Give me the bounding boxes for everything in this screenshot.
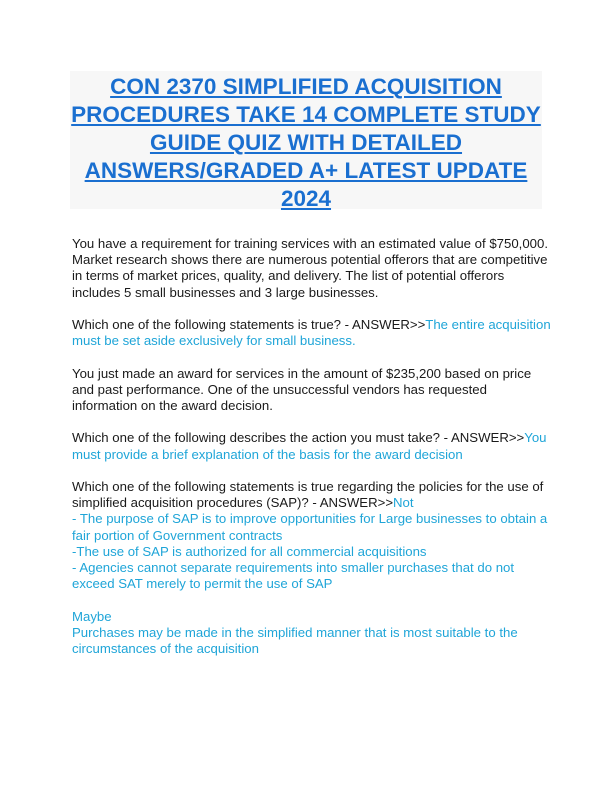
q3-maybe-label: Maybe [72,608,112,624]
q2-block [72,430,552,462]
document-body [72,236,552,673]
q1-scenario: You have a requirement for training services with an estimated value of $750,000. Market research shows there are numerous potential offerors that are competitive in terms of market prices, quality, and delivery. The list of potential offerors includes 5 small businesses and 3 large businesses. [72,236,549,300]
q1-answer: The entire acquisition must be set aside exclusively for small business. [72,317,551,349]
q3-question: Which one of the following statements is true regarding the policies for the use of simplified acquisition procedures (SAP)? - ANSWER>> [72,478,544,511]
q3-maybe-text: Purchases may be made in the simplified manner that is most suitable to the circumstances of the acquisition [72,624,518,656]
q2-question: Which one of the following describes the action you must take? - ANSWER>> [72,430,525,446]
q1-question: Which one of the following statements is true? - ANSWER>> [72,317,426,332]
q2-answer: You must provide a brief explanation of the basis for the award decision [72,430,547,462]
q2-scenario: You just made an award for services in the amount of $235,200 based on price and past performance. One of the unsuccessful vendors has requested information on the award decision. [72,365,532,413]
q3-maybe-block [72,609,552,658]
q3-not-item: - The purpose of SAP is to improve opportunities for Large businesses to obtain a fair portion of Government contracts [72,511,548,543]
q1-block [72,317,552,349]
q3-not-label: Not [393,495,414,511]
q3-not-item: - Agencies cannot separate requirements into smaller purchases that do not exceed SAT merely to permit the use of SAP [72,560,515,592]
document-title: CON 2370 SIMPLIFIED ACQUISITION PROCEDURES TAKE 14 COMPLETE STUDY GUIDE QUIZ WITH DETAILED ANSWERS/GRADED A+ LATEST UPDATE 2024 [71,74,541,211]
q3-block [72,479,552,592]
q3-not-item: -The use of SAP is authorized for all commercial acquisitions [72,543,427,559]
